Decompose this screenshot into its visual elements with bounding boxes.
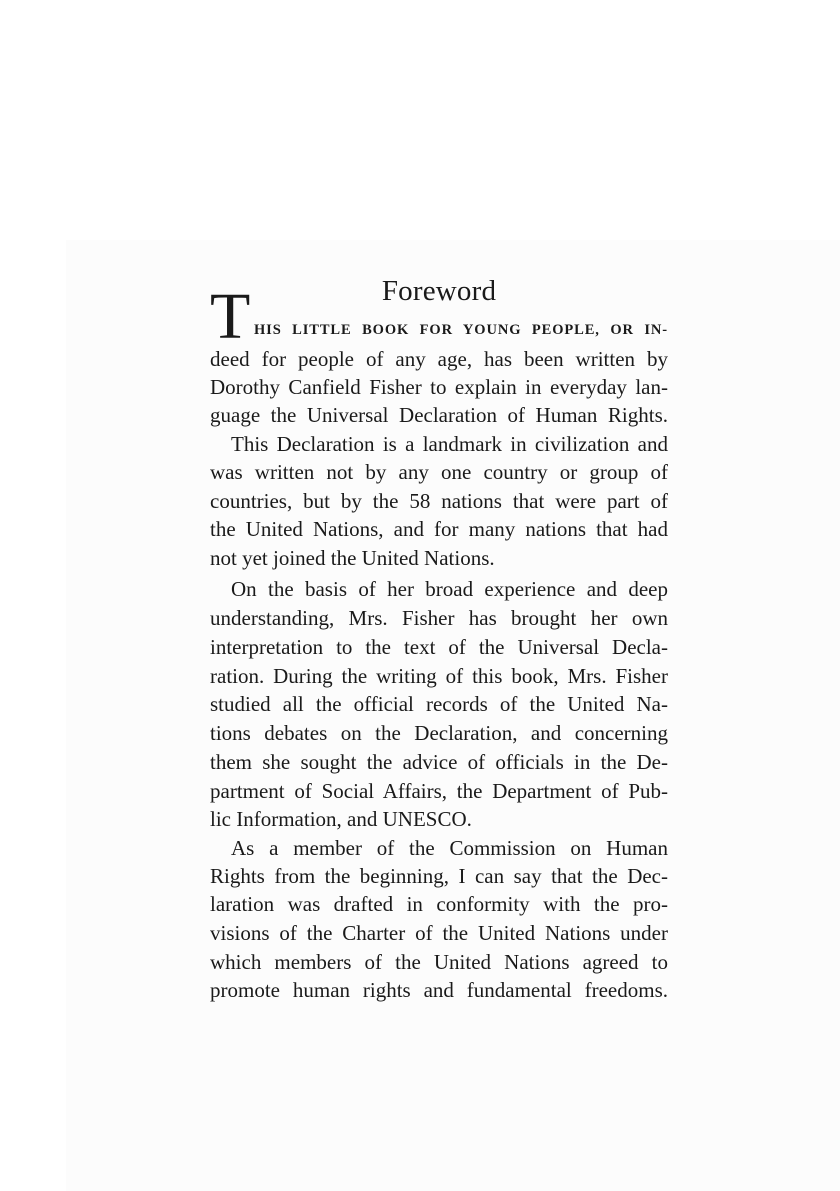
text-line: laration was drafted in conformity with the pro-: [210, 892, 668, 916]
text-line: partment of Social Affairs, the Department of Pub-: [210, 779, 668, 803]
text-line: visions of the Charter of the United Nations under: [210, 921, 668, 945]
text-line: was written not by any one country or group of: [210, 460, 668, 484]
text-line: Rights from the beginning, I can say that the Dec-: [210, 864, 668, 888]
text-line: understanding, Mrs. Fisher has brought her own: [210, 606, 668, 630]
text-line: This Declaration is a landmark in civilization and: [231, 432, 668, 456]
text-line: countries, but by the 58 nations that were part of: [210, 489, 668, 513]
text-line: which members of the United Nations agreed to: [210, 950, 668, 974]
text-line: guage the Universal Declaration of Human Rights.: [210, 403, 668, 427]
text-line: not yet joined the United Nations.: [210, 546, 495, 570]
text-line: HIS LITTLE BOOK FOR YOUNG PEOPLE, OR IN-: [254, 322, 668, 338]
drop-cap: T: [210, 280, 251, 353]
text-line: deed for people of any age, has been written by: [210, 347, 668, 371]
text-line: promote human rights and fundamental freedoms.: [210, 978, 668, 1002]
text-line: them she sought the advice of officials in the De-: [210, 750, 668, 774]
text-line: ration. During the writing of this book, Mrs. Fisher: [210, 664, 668, 688]
page-title: Foreword: [381, 275, 497, 308]
text-line: On the basis of her broad experience and deep: [231, 577, 668, 601]
text-line: interpretation to the text of the Universal Decla-: [210, 635, 668, 659]
text-line: As a member of the Commission on Human: [231, 836, 668, 860]
text-line: the United Nations, and for many nations that had: [210, 517, 668, 541]
text-line: tions debates on the Declaration, and concerning: [210, 721, 668, 745]
text-line: Dorothy Canfield Fisher to explain in everyday lan-: [210, 375, 668, 399]
text-line: studied all the official records of the United Na-: [210, 692, 668, 716]
text-line: lic Information, and UNESCO.: [210, 807, 472, 831]
